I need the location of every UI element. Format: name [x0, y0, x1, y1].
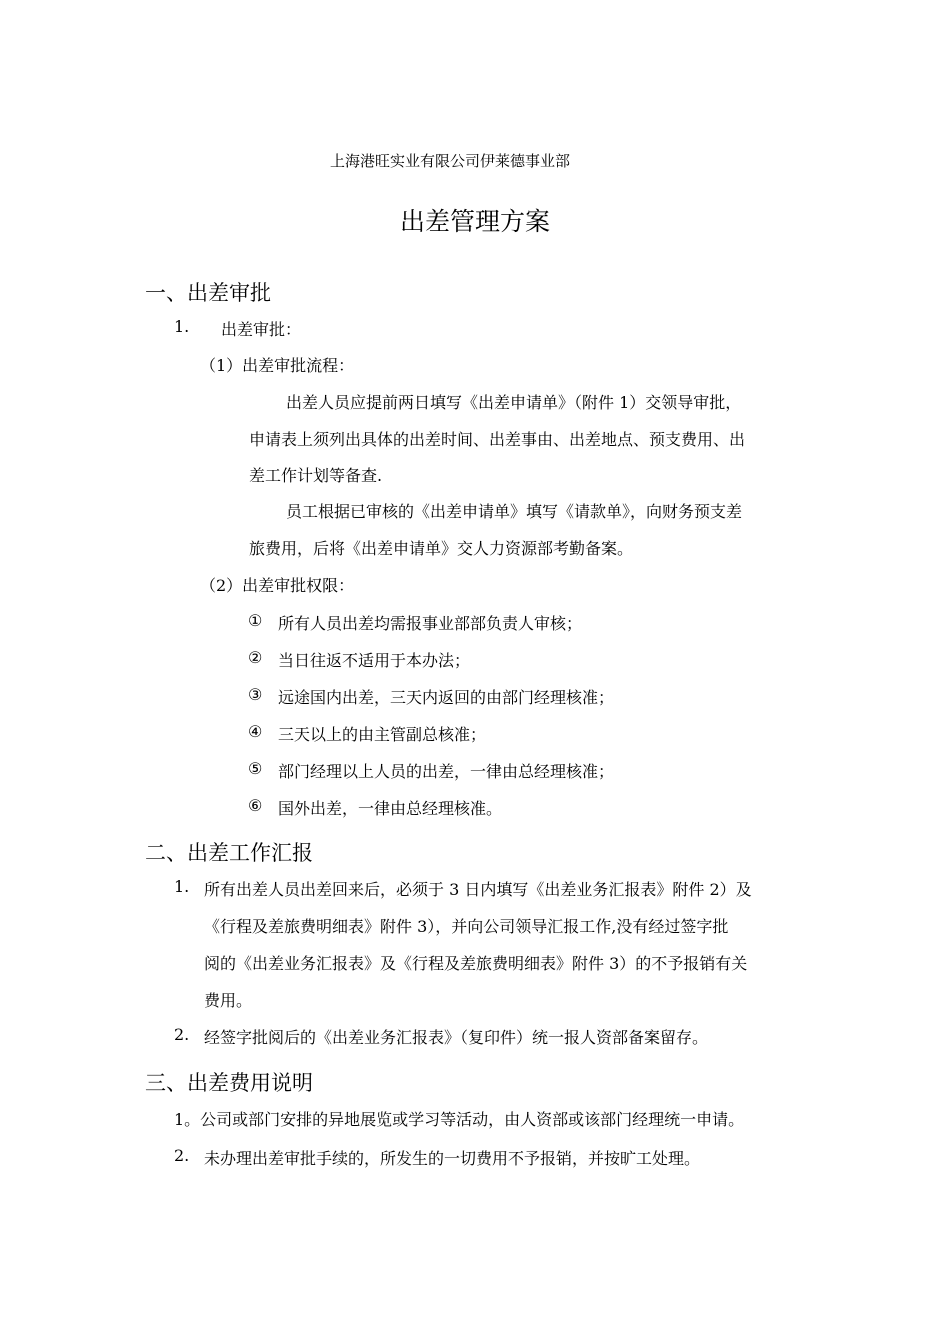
paragraph-line: 差工作计划等备查. [249, 466, 383, 485]
paragraph-line: 旅费用，后将《出差申请单》交人力资源部考勤备案。 [249, 539, 634, 558]
section-1-heading: 一、出差审批 [145, 281, 271, 305]
list-marker: ④ [248, 722, 263, 741]
list-item: 所有人员出差均需报事业部部负责人审核； [278, 614, 583, 633]
paragraph-line: 所有出差人员出差回来后，必须于 3 日内填写《出差业务汇报表》附件 2）及 [204, 880, 752, 899]
item-number: 1. [174, 877, 190, 896]
section-3-heading: 三、出差费用说明 [145, 1071, 313, 1095]
paragraph-line: 出差人员应提前两日填写《出差申请单》（附件 1）交领导审批， [286, 393, 742, 412]
section-2-heading: 二、出差工作汇报 [145, 841, 313, 865]
list-item: 三天以上的由主管副总核准； [278, 725, 487, 744]
paragraph-line: 阅的《出差业务汇报表》及《行程及差旅费明细表》附件 3）的不予报销有关 [204, 954, 748, 973]
list-item: 远途国内出差，三天内返回的由部门经理核准； [278, 688, 615, 707]
list-marker: ① [248, 611, 263, 630]
item-number: 1. [174, 317, 190, 336]
list-item: 部门经理以上人员的出差，一律由总经理核准； [278, 762, 615, 781]
paragraph-line: 费用。 [204, 991, 253, 1010]
item-number: 2. [174, 1146, 190, 1165]
subsection-label: （1）出差审批流程： [200, 356, 355, 375]
paragraph-line: 未办理出差审批手续的，所发生的一切费用不予报销，并按旷工处理。 [204, 1149, 701, 1168]
paragraph-line: 《行程及差旅费明细表》附件 3），并向公司领导汇报工作,没有经过签字批 [204, 917, 729, 936]
subsection-label: （2）出差审批权限： [200, 576, 355, 595]
paragraph-line: 员工根据已审核的《出差申请单》填写《请款单》，向财务预支差 [286, 502, 743, 521]
paragraph-line: 1。公司或部门安排的异地展览或学习等活动，由人资部或该部门经理统一申请。 [174, 1110, 745, 1129]
organization-name: 上海港旺实业有限公司伊莱德事业部 [330, 152, 571, 170]
list-marker: ② [248, 648, 263, 667]
list-marker: ⑤ [248, 759, 263, 778]
paragraph-line: 申请表上须列出具体的出差时间、出差事由、出差地点、预支费用、出 [249, 430, 746, 449]
list-marker: ③ [248, 685, 263, 704]
list-item: 国外出差，一律由总经理核准。 [278, 799, 503, 818]
document-title: 出差管理方案 [400, 207, 551, 236]
item-number: 2. [174, 1025, 190, 1044]
list-marker: ⑥ [248, 796, 263, 815]
item-label: 出差审批： [221, 320, 302, 339]
list-item: 当日往返不适用于本办法； [278, 651, 471, 670]
paragraph-line: 经签字批阅后的《出差业务汇报表》（复印件）统一报人资部备案留存。 [204, 1028, 709, 1047]
